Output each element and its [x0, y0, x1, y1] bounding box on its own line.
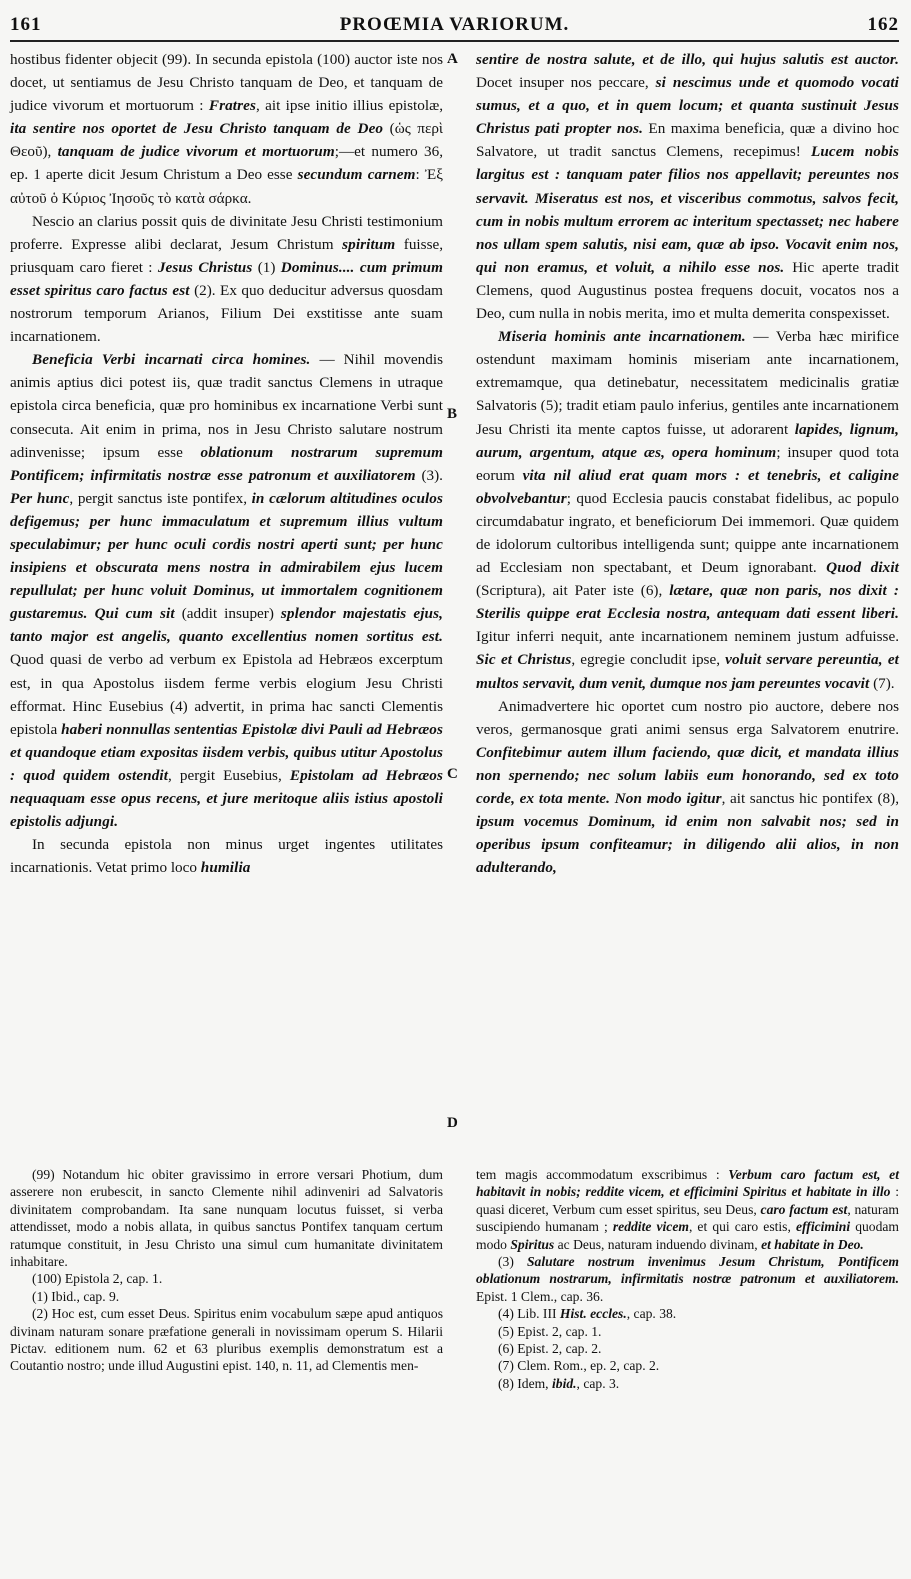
- footnote-2-continuation: tem magis accommodatum exscribimus : Verbum caro factum est, et habitavit in nobis; reddite vicem, et efficimini Spiritus et habitate in illo : quasi diceret, Verbum cum esset spiritus, seu Deus, caro factum est, naturam suscipiendo humanam ; reddite vicem, et qui caro estis, efficimini quodam modo Spiritus ac Deus, naturam induendo divinam, et habitate in Deo.: [476, 1167, 900, 1252]
- column-marker-b: B: [447, 406, 458, 422]
- footnotes-right: [476, 1166, 899, 1392]
- page-number-left: 161: [10, 14, 42, 35]
- footnote-3: (3) Salutare nostrum invenimus Jesum Christum, Pontificem oblationum nostrarum, infirmitatis nostræ patronum et auxiliatorem. Epist. 1 Clem., cap. 36.: [476, 1254, 899, 1304]
- footnote-7: (7) Clem. Rom., ep. 2, cap. 2.: [498, 1358, 660, 1374]
- running-title: PROŒMIA VARIORUM.: [339, 14, 570, 35]
- footnote-2: (2) Hoc est, cum esset Deus. Spiritus enim vocabulum sæpe apud antiquos divinam naturam sonare præfatione generali in novissimam operum S. Hilarii Pictav. editionem num. 62 et 63 pluribus exemplis demonstratum est a Coutantio nostro; unde illud Augustini epist. 140, n. 11, ad Clementis men-: [10, 1306, 443, 1374]
- right-paragraph-2: Miseria hominis ante incarnationem. — Verba hæc mirifice ostendunt maximam hominis miseriam ante incarnationem, extremamque, qua detinebatur, necessitatem medicinalis gratiæ Salvatoris (5); tradit etiam paulo inferius, gentiles ante incarnationem Jesu Christi ita mente captos fuisse, ut adorarent lapides, lignum, aurum, argentum, atque æs, opera hominum; insuper quod tota eorum vita nil aliud erat quam mors : et tenebris, et caligine obvolvebantur; quod Ecclesia paucis constabat fidelibus, ac populo circumdabatur ingrato, et beneficiorum Dei immemori. Quæ quidem de idolorum cultoribus intelligenda sunt; quippe ante incarnationem ad Ecclesiam non spectabant, et Deum ignorabant. Quod dixit (Scriptura), ait Pater iste (6), lætare, quæ non paris, nos dixit : Sterilis quippe erat Ecclesia nostra, antequam dati essent liberi. Igitur inferri nequit, ante incarnationem neminem justum adfuisse. Sic et Christus, egregie concludit ipse, voluit servare pereuntia, et multos servavit, dum venit, dumque nos jam pereuntes vocavit (7).: [476, 328, 900, 692]
- footnote-99: (99) Notandum hic obiter gravissimo in errore versari Photium, dum asserere non erubescit, in sancto Clemente nihil adinveniri ad Salvatoris divinitatem comprobandam. Ita sane nunquam locutus fuisset, si verba attendisset, modo a nobis allata, in quibus sanctus Pontifex tanquam certum ratumque constituit, in Jesu Christo una simul cum humanitate divinitatem inhabitare.: [10, 1167, 443, 1270]
- column-marker-a: A: [447, 51, 458, 67]
- footnote-6: (6) Epist. 2, cap. 2.: [498, 1341, 602, 1357]
- column-marker-c: C: [447, 766, 458, 782]
- footnote-1: (1) Ibid., cap. 9.: [32, 1288, 120, 1304]
- page-number-right: 162: [867, 14, 899, 35]
- running-header: [10, 14, 899, 40]
- left-paragraph-4: In secunda epistola non minus urget ingentes utilitates incarnationis. Vetat primo loco humilia: [10, 836, 443, 877]
- footnote-100: (100) Epistola 2, cap. 1.: [32, 1271, 163, 1287]
- right-column: [476, 48, 899, 879]
- header-rule: [10, 40, 899, 42]
- left-column: [10, 48, 443, 879]
- footnote-5: (5) Epist. 2, cap. 1.: [498, 1323, 602, 1339]
- footnote-4: (4) Lib. III Hist. eccles., cap. 38.: [498, 1306, 677, 1322]
- footnote-8: (8) Idem, ibid., cap. 3.: [498, 1375, 620, 1391]
- left-paragraph-2: Nescio an clarius possit quis de divinitate Jesu Christi testimonium proferre. Expresse alibi declarat, Jesum Christum spiritum fuisse, priusquam caro fieret : Jesus Christus (1) Dominus.... cum primum esset spiritus caro factus est (2). Ex quo deducitur adversus quosdam nostrorum temporum Arianos, Filium Dei exstitisse ante suam incarnationem.: [10, 212, 444, 346]
- right-paragraph-3: Animadvertere hic oportet cum nostro pio auctore, debere nos veros, germanosque grati animi sensus erga Salvatorem enutrire. Confitebimur autem illum faciendo, quæ dicit, et mandata illius non spernendo; nec solum labiis eum honorando, sed ex toto corde, ex tota mente. Non modo igitur, ait sanctus hic pontifex (8), ipsum vocemus Dominum, id enim non salvabit nos; sed in operibus ipsum confiteamur; in diligendo alii alios, in non adulterando,: [476, 697, 899, 877]
- footnotes-left: [10, 1166, 443, 1375]
- left-paragraph-1: hostibus fidenter objecit (99). In secunda epistola (100) auctor iste nos docet, ut sentiamus de Jesu Christo tanquam de Deo, et tanquam de judice vivorum et mortuorum : Fratres, ait ipse initio illius epistolæ, ita sentire nos oportet de Jesu Christo tanquam de Deo (ὡς περὶ Θεοῦ), tanquam de judice vivorum et mortuorum;—et numero 36, ep. 1 aperte dicit Jesum Christum a Deo esse secundum carnem: Ἐξ αὐτοῦ ὁ Κύριος Ἰησοῦς τὸ κατὰ σάρκα.: [10, 51, 444, 207]
- right-paragraph-1: sentire de nostra salute, et de illo, qui hujus salutis est auctor. Docet insuper nos peccare, si nescimus unde et quomodo vocati sumus, et a quo, et in quem locum; et quanta sustinuit Jesus Christus pati propter nos. En maxima beneficia, quæ a divino hoc Salvatore, ut tradit sanctus Clemens, recepimus! Lucem nobis largitus est : tanquam pater filios nos appellavit; pereuntes nos servavit. Miseratus est nos, et visceribus commotus, salvos fecit, cum in nobis multum errorem ac interitum spectasset; nec habere nos ullam spem salutis, nisi eam, quæ ab ipso. Vocavit enim nos, qui non eramus, et voluit, a nihilo esse nos. Hic aperte tradit Clemens, quod Augustinus postea frequens docuit, vocatos nos a Deo, cum nulla in nobis merita, imo et multa demerita conspexisset.: [476, 51, 900, 323]
- left-paragraph-3: Beneficia Verbi incarnati circa homines. — Nihil movendis animis aptius dici potest iis, quæ tradit sanctus Clemens in utraque epistola circa beneficia, quæ pro hominibus ex incarnatione Verbi sunt consecuta. Ait enim in prima, nos in Jesu Christo salutare nostrum adinvenisse; ipsum esse oblationum nostrarum supremum Pontificem; infirmitatis nostræ esse patronum et auxiliatorem (3). Per hunc, pergit sanctus iste pontifex, in cælorum altitudines oculos defigemus; per hunc immaculatum et supremum illius vultum speculabimur; per hunc oculi cordis nostri aperti sunt; per hunc insipiens et obscurata mens nostra in admirabilem ejus lucem repullulat; per hunc voluit Dominus, ut immortalem cognitionem gustaremus. Qui cum sit (addit insuper) splendor majestatis ejus, tanto major est angelis, quanto excellentius nomen sortitus est. Quod quasi de verbo ad verbum ex Epistola ad Hebræos excerptum est, in qua Apostolus iisdem ferme verbis elogium Jesu Christi efformat. Hinc Eusebius (4) advertit, in prima hac sancti Clementis epistola haberi nonnullas sententias Epistolæ divi Pauli ad Hebræos et quandoque etiam expositas iisdem verbis, quibus utitur Apostolus : quod quidem ostendit, pergit Eusebius, Epistolam ad Hebræos nequaquam esse opus recens, et jure meritoque aliis istius apostoli epistolis adjungi.: [10, 351, 444, 831]
- column-marker-d: D: [447, 1115, 458, 1131]
